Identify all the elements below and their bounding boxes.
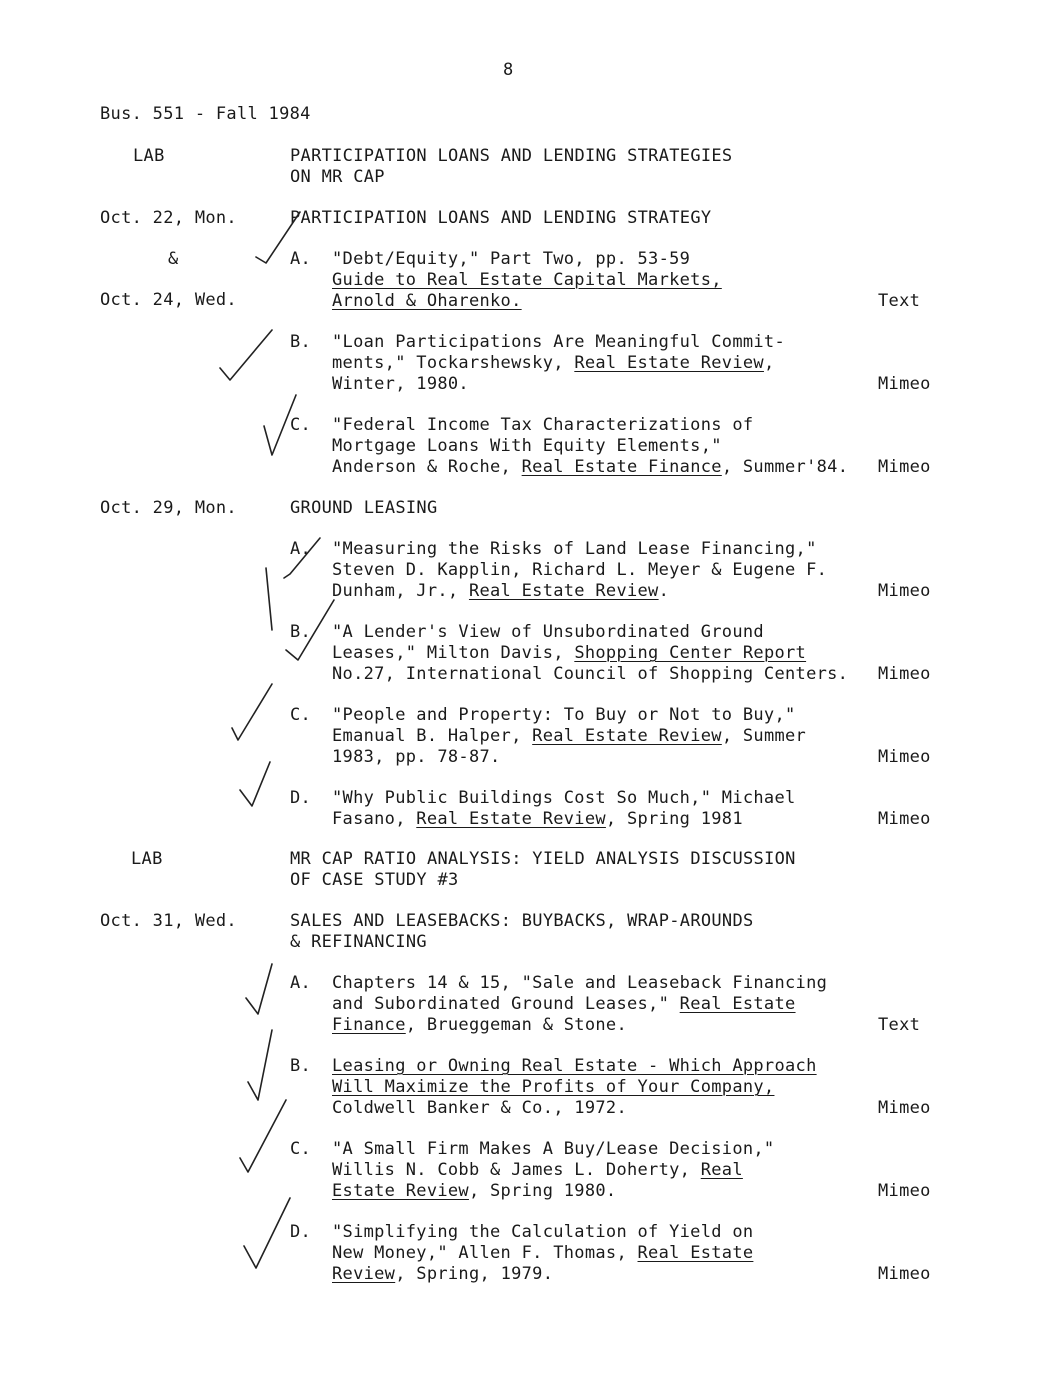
reading-entry [332,973,827,1036]
reading-line: "A Lender's View of Unsubordinated Ground [332,622,764,642]
source-label: Mimeo [878,1098,931,1118]
reading-text: Fasano, [332,809,417,829]
reading-line [332,809,796,830]
item-letter: B. [290,1056,312,1076]
reading-line [332,994,827,1015]
publication-title: Estate Review [332,1181,469,1201]
reading-entry [332,1222,753,1285]
ampersand: & [168,249,179,269]
publication-title: Real Estate Review [468,581,659,601]
publication-title: Review [332,1264,396,1284]
source-label: Mimeo [878,664,931,684]
reading-text: , Summer [721,726,807,746]
reading-line [332,726,806,747]
reading-text: , Brueggeman & Stone. [405,1015,627,1035]
item-letter: C. [290,1139,312,1159]
reading-text: , Spring 1981 [605,809,743,829]
item-letter: D. [290,788,312,808]
publication-title: Real Estate Review [532,726,722,746]
reading-line [332,1015,827,1036]
reading-line: "People and Property: To Buy or Not to Buy," [332,705,796,725]
source-label: Mimeo [878,809,931,829]
source-label: Mimeo [878,1181,931,1201]
reading-text: , Spring, 1979. [395,1264,554,1284]
section-date: Oct. 22, Mon. [100,208,237,228]
checkmark-icon [240,762,270,806]
reading-line: "Debt/Equity," Part Two, pp. 53-59 [332,249,691,269]
publication-title: Real Estate Finance [521,457,722,477]
section-label-lab: LAB [133,146,165,166]
source-label: Mimeo [878,581,931,601]
reading-entry [332,1139,774,1202]
source-label: Mimeo [878,457,931,477]
source-label: Mimeo [878,374,931,394]
section-title [290,146,732,188]
reading-line: Coldwell Banker & Co., 1972. [332,1098,627,1118]
checkmark-icon [244,1198,290,1268]
reading-entry [332,1056,817,1119]
reading-entry [332,415,848,478]
section-title [290,911,754,953]
reading-line: "Simplifying the Calculation of Yield on [332,1222,754,1242]
section-title-line: SALES AND LEASEBACKS: BUYBACKS, WRAP-AROUNDS [290,911,754,931]
page-number: 8 [503,60,514,80]
checkmark-icon [240,1100,286,1172]
reading-line [332,1243,753,1264]
checkmark-icon [248,1030,272,1100]
section-title: PARTICIPATION LOANS AND LENDING STRATEGY [290,208,712,228]
section-title-line: & REFINANCING [290,932,427,952]
section-title: GROUND LEASING [290,498,438,518]
reading-text: , Summer'84. [721,457,849,477]
publication-title: Real Estate [637,1243,754,1263]
reading-line: "A Small Firm Makes A Buy/Lease Decision," [332,1139,775,1159]
reading-text: ments," Tockarshewsky, [332,353,575,373]
checkmark-icon [246,964,272,1014]
reading-line [332,1181,774,1202]
section-date: Oct. 29, Mon. [100,498,237,518]
section-date: Oct. 24, Wed. [100,290,237,310]
reading-text: New Money," Allen F. Thomas, [332,1243,638,1263]
item-letter: A. [290,539,312,559]
section-label-lab: LAB [131,849,163,869]
reading-line [332,643,848,664]
course-header: Bus. 551 - Fall 1984 [100,104,311,124]
reading-line [332,581,827,602]
reading-line: Guide to Real Estate Capital Markets, [332,270,722,290]
reading-line [332,1264,753,1285]
reading-text: Emanual B. Halper, [332,726,533,746]
reading-line: Winter, 1980. [332,374,469,394]
reading-line [332,1160,774,1181]
item-letter: D. [290,1222,312,1242]
reading-text: Willis N. Cobb & James L. Doherty, [332,1160,701,1180]
reading-text: and Subordinated Ground Leases," [332,994,680,1014]
source-label: Text [878,1015,921,1035]
section-title-line: OF CASE STUDY #3 [290,870,459,890]
reading-line [332,353,785,374]
section-title-line: PARTICIPATION LOANS AND LENDING STRATEGIES [290,146,733,166]
publication-title: Real [700,1160,743,1180]
reading-line: No.27, International Council of Shopping Centers. [332,664,849,684]
reading-text: Leases," Milton Davis, [332,643,575,663]
reading-entry [332,705,806,768]
reading-entry [332,332,785,395]
checkmark-icon [220,330,272,380]
reading-line: Will Maximize the Profits of Your Company, [332,1077,775,1097]
reading-entry [332,539,827,602]
publication-title: Real Estate Review [416,809,606,829]
section-date: Oct. 31, Wed. [100,911,237,931]
publication-title: Finance [332,1015,406,1035]
checkmark-icon [232,684,272,740]
reading-entry [332,622,848,685]
item-letter: B. [290,622,312,642]
source-label: Mimeo [878,747,931,767]
reading-text: Anderson & Roche, [332,457,522,477]
publication-title: Real Estate Review [574,353,764,373]
item-letter: B. [290,332,312,352]
source-label: Text [878,291,921,311]
reading-line: "Why Public Buildings Cost So Much," Michael [332,788,796,808]
publication-title: Real Estate [679,994,796,1014]
reading-entry [332,788,796,830]
item-letter: C. [290,705,312,725]
reading-text: Dunham, Jr., [332,581,469,601]
reading-line: Mortgage Loans With Equity Elements," [332,436,722,456]
reading-line: Leasing or Owning Real Estate - Which Approach [332,1056,817,1076]
reading-line [332,457,848,478]
item-letter: A. [290,249,312,269]
reading-text: , Spring 1980. [468,1181,617,1201]
reading-line: "Measuring the Risks of Land Lease Financing," [332,539,817,559]
reading-entry [332,249,722,312]
reading-text: . [658,581,670,601]
section-title-line: MR CAP RATIO ANALYSIS: YIELD ANALYSIS DISCUSSION [290,849,796,869]
reading-line: Steven D. Kapplin, Richard L. Meyer & Eugene F. [332,560,828,580]
section-title-line: ON MR CAP [290,167,385,187]
reading-line: Arnold & Oharenko. [332,291,522,311]
reading-line: "Federal Income Tax Characterizations of [332,415,754,435]
reading-text: , [763,353,775,373]
reading-line: "Loan Participations Are Meaningful Commit- [332,332,785,352]
item-letter: C. [290,415,312,435]
publication-title: Shopping Center Report [574,643,807,663]
section-title [290,849,796,891]
source-label: Mimeo [878,1264,931,1284]
reading-line: 1983, pp. 78-87. [332,747,501,767]
reading-line: Chapters 14 & 15, "Sale and Leaseback Financing [332,973,828,993]
item-letter: A. [290,973,312,993]
